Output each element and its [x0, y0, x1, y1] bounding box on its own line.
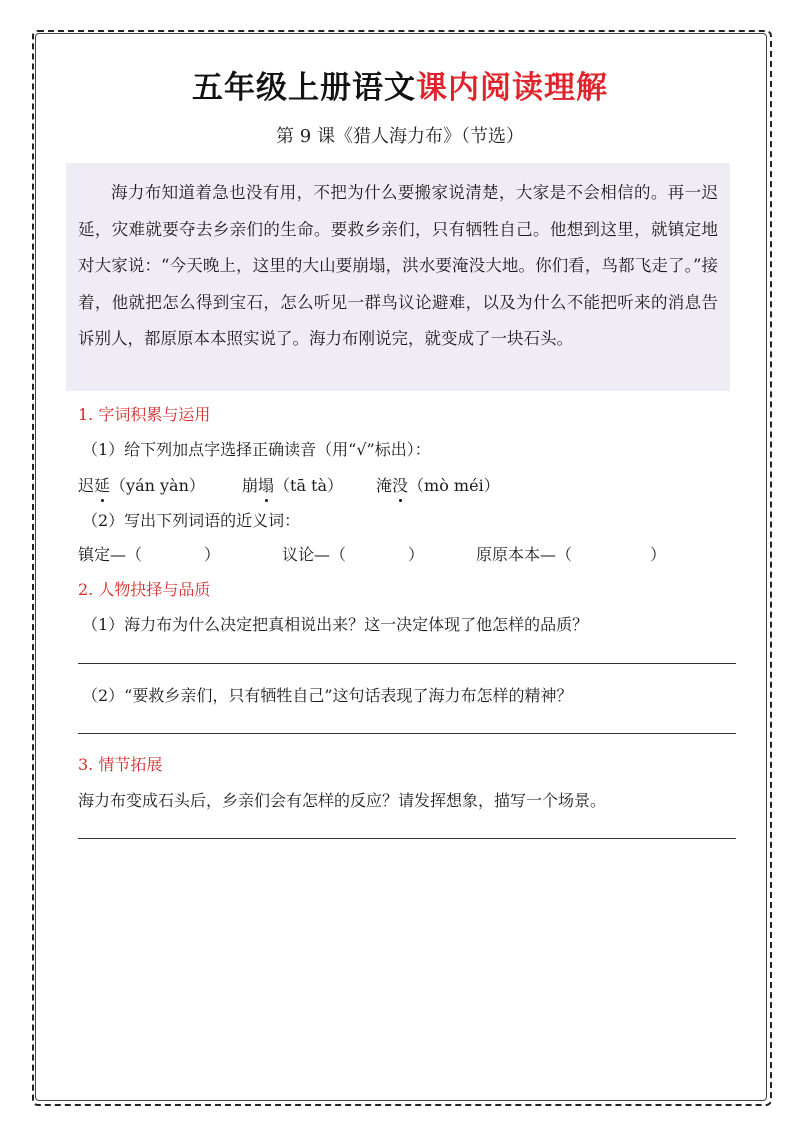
synonym-item-1 — [78, 542, 220, 565]
answer-line-2-1[interactable] — [78, 663, 736, 664]
pinyin-word-char: 迟 — [78, 476, 95, 495]
pinyin-item-3 — [376, 473, 500, 496]
dotted-char: 没 — [392, 473, 408, 496]
synonym-word: 原原本本—（ — [476, 545, 573, 564]
reading-passage: 海力布知道着急也没有用，不把为什么要搬家说清楚，大家是不会相信的。再一迟延，灾难就要夺去乡亲们的生命。要救乡亲们，只有牺牲自己。他想到这里，就镇定地对大家说：“今天晚上，这里的大山要崩塌，洪水要淹没大地。你们看，鸟都飞走了。”接着，他就把怎么得到宝石，怎么听见一群鸟议论避难，以及为什么不能把听来的消息告诉别人，都原原本本照实说了。海力布刚说完，就变成了一块石头。 — [66, 163, 730, 391]
pinyin-options: （yán yàn） — [110, 476, 205, 495]
answer-line-3-1[interactable] — [78, 838, 736, 839]
dotted-char: 延 — [94, 473, 110, 496]
section1-heading: 1. 字词积累与运用 — [78, 405, 211, 424]
pinyin-word-char: 崩 — [242, 476, 259, 495]
lesson-subtitle: 第 9 课《猎人海力布》（节选） — [276, 126, 524, 147]
synonym-word: 镇定—（ — [78, 545, 143, 564]
synonym-close: ） — [408, 545, 425, 564]
section2-question1: （1）海力布为什么决定把真相说出来？这一决定体现了他怎样的品质？ — [82, 615, 589, 634]
section3-heading: 3. 情节拓展 — [78, 755, 163, 774]
pinyin-options: （tā tà） — [274, 476, 344, 495]
answer-line-2-2[interactable] — [78, 733, 736, 734]
pinyin-item-2 — [242, 473, 343, 496]
synonym-item-2 — [282, 542, 424, 565]
section2-question2: （2）“要救乡亲们，只有牺牲自己”这句话表现了海力布怎样的精神？ — [82, 686, 573, 705]
title-topic: 课内阅读理解 — [416, 70, 608, 106]
section1-question2: （2）写出下列词语的近义词： — [82, 511, 301, 530]
pinyin-word-char: 淹 — [376, 476, 393, 495]
title-grade: 五年级上册语文 — [192, 70, 416, 106]
section3-question1: 海力布变成石头后，乡亲们会有怎样的反应？请发挥想象，描写一个场景。 — [78, 791, 607, 810]
section2-heading: 2. 人物抉择与品质 — [78, 580, 211, 599]
section1-question1: （1）给下列加点字选择正确读音（用“√”标出）： — [82, 440, 431, 459]
pinyin-options: （mò méi） — [408, 476, 500, 495]
synonym-close: ） — [204, 545, 221, 564]
pinyin-item-1 — [78, 473, 205, 496]
synonym-item-3 — [476, 542, 666, 565]
synonym-word: 议论—（ — [282, 545, 347, 564]
synonym-close: ） — [650, 545, 667, 564]
dotted-char: 塌 — [258, 473, 274, 496]
page-title — [0, 62, 800, 107]
